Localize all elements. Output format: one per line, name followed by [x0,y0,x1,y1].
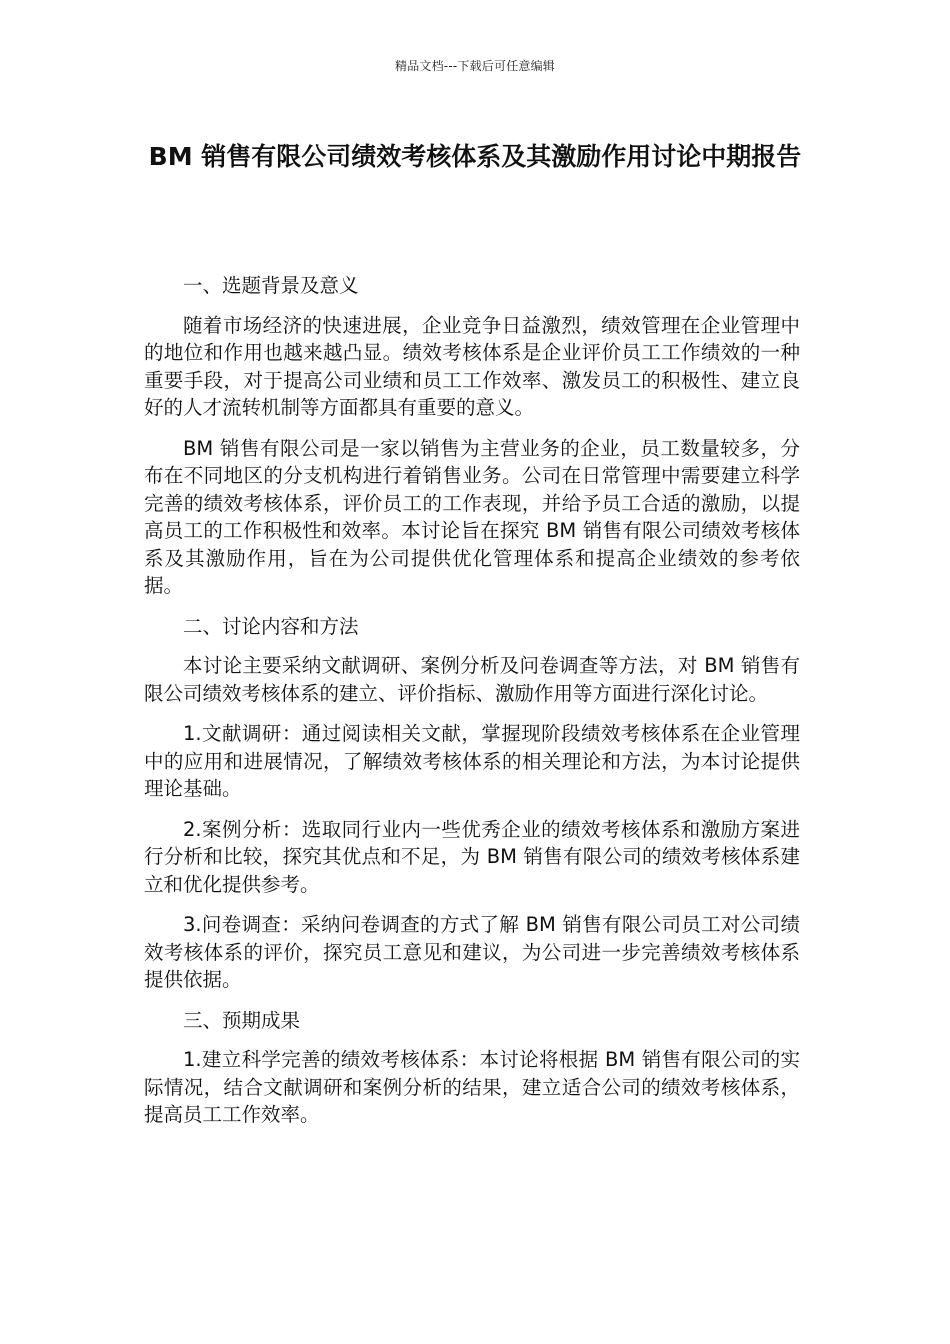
paragraph: 本讨论主要采纳文献调研、案例分析及问卷调查等方法，对 BM 销售有限公司绩效考核体系的建立、评价指标、激励作用等方面进行深化讨论。 [144,654,800,705]
section-heading-background: 一、选题背景及意义 [183,274,359,297]
paragraph: 1.建立科学完善的绩效考核体系：本讨论将根据 BM 销售有限公司的实际情况，结合文献调研和案例分析的结果，建立适合公司的绩效考核体系，提高员工工作效率。 [144,1048,800,1126]
document-body [144,272,800,1142]
header-note: 精品文档---下载后可任意编辑 [395,59,555,73]
paragraph: 3.问卷调查：采纳问卷调查的方式了解 BM 销售有限公司员工对公司绩效考核体系的评价，探究员工意见和建议，为公司进一步完善绩效考核体系提供依据。 [144,913,800,991]
section-heading-expected-results: 三、预期成果 [183,1008,301,1032]
paragraph: 随着市场经济的快速进展，企业竞争日益激烈，绩效管理在企业管理中的地位和作用也越来越凸显。绩效考核体系是企业评价员工工作绩效的一种重要手段，对于提高公司业绩和员工工作效率、激发员工的积极性、建立良好的人才流转机制等方面都具有重要的意义。 [144,313,800,419]
paragraph: 1.文献调研：通过阅读相关文献，掌握现阶段绩效考核体系在企业管理中的应用和进展情况，了解绩效考核体系的相关理论和方法，为本讨论提供理论基础。 [144,722,800,800]
paragraph: BM 销售有限公司是一家以销售为主营业务的企业，员工数量较多，分布在不同地区的分支机构进行着销售业务。公司在日常管理中需要建立科学完善的绩效考核体系，评价员工的工作表现，并给予员工合适的激励，以提高员工的工作积极性和效率。本讨论旨在探究 BM 销售有限公司绩效考核体系及其激励作用，旨在为公司提供优化管理体系和提高企业绩效的参考依据。 [144,436,800,597]
document-title: BM 销售有限公司绩效考核体系及其激励作用讨论中期报告 [148,142,802,171]
section-heading-content-methods: 二、讨论内容和方法 [183,614,359,638]
paragraph: 2.案例分析：选取同行业内一些优秀企业的绩效考核体系和激励方案进行分析和比较，探究其优点和不足，为 BM 销售有限公司的绩效考核体系建立和优化提供参考。 [144,817,800,896]
